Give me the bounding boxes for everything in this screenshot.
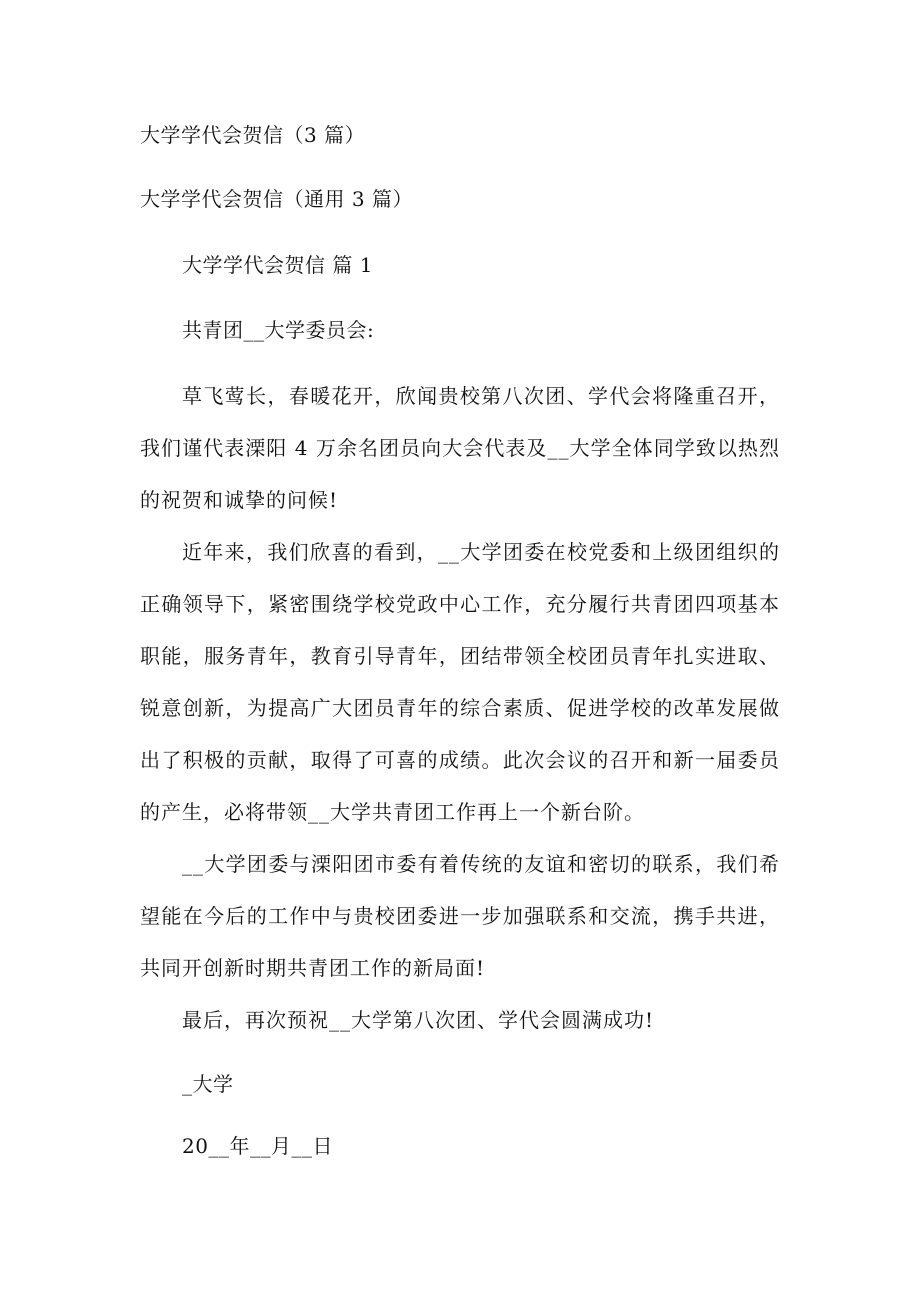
paragraph: __大学团委与溧阳团市委有着传统的友谊和密切的联系，我们希望能在今后的工作中与贵校团委进一步加强联系和交流，携手共进，共同开创新时期共青团工作的新局面! <box>140 852 780 980</box>
section-heading: 大学学代会贺信 篇 1 <box>182 253 373 277</box>
paragraph: 草飞莺长，春暖花开，欣闻贵校第八次团、学代会将隆重召开，我们谨代表溧阳 4 万余名团员向大会代表及__大学全体同学致以热烈的祝贺和诚挚的问候! <box>140 384 780 512</box>
signature: _大学 <box>182 1072 234 1096</box>
paragraph: 近年来，我们欣喜的看到，__大学团委在校党委和上级团组织的正确领导下，紧密围绕学校党政中心工作，充分履行共青团四项基本职能，服务青年，教育引导青年，团结带领全校团员青年扎实进取、锐意创新，为提高广大团员青年的综合素质、促进学校的改革发展做出了积极的贡献，取得了可喜的成绩。此次会议的召开和新一届委员的产生，必将带领__大学共青团工作再上一个新台阶。 <box>140 540 780 824</box>
date-line: 20__年__月__日 <box>182 1134 333 1158</box>
salutation: 共青团__大学委员会: <box>182 318 375 342</box>
document-title: 大学学代会贺信（3 篇） <box>140 123 366 147</box>
paragraph: 最后，再次预祝__大学第八次团、学代会圆满成功! <box>182 1008 655 1032</box>
document-subtitle: 大学学代会贺信（通用 3 篇） <box>140 187 413 211</box>
